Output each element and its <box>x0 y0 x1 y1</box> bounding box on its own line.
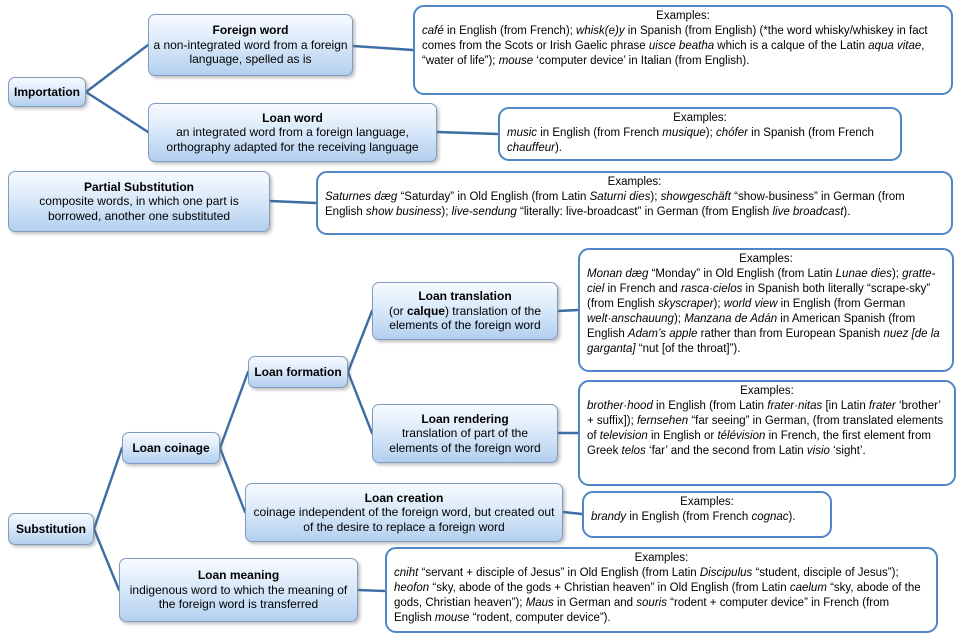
connector-importation-loan-word <box>86 92 148 132</box>
node-loan-meaning-title: Loan meaning <box>197 568 280 583</box>
examples-partial-substitution-heading: Examples: <box>607 176 662 188</box>
connector-loan-formation-loan-rendering <box>348 372 372 433</box>
examples-loan-meaning-heading: Examples: <box>634 552 689 564</box>
connector-loan-creation-examples <box>563 512 582 514</box>
examples-loan-word <box>498 107 902 161</box>
node-foreign-word <box>148 14 353 76</box>
node-loan-meaning <box>119 558 358 622</box>
examples-foreign-word <box>413 5 953 95</box>
node-loan-formation-title: Loan formation <box>254 364 342 379</box>
node-partial-substitution <box>8 171 270 232</box>
node-foreign-word-desc: a non-integrated word from a foreign language, spelled as is <box>153 37 348 67</box>
connector-loan-coinage-loan-formation <box>220 372 248 448</box>
examples-foreign-word-body: café in English (from French); whisk(e)y in Spanish (from English) (*the word whisky/whiskey in fact comes from the Scots or Irish Gaelic phrase uisce beatha which is a calque of the Latin aqua vitae, “water of life”); mouse ‘computer device’ in Italian (from English). <box>422 25 928 67</box>
examples-loan-word-heading: Examples: <box>673 112 727 124</box>
examples-loan-creation <box>582 491 832 538</box>
connector-loan-coinage-loan-creation <box>220 448 245 512</box>
node-loan-translation-title: Loan translation <box>418 289 512 304</box>
node-loan-word <box>148 103 437 162</box>
node-loan-creation-desc: coinage independent of the foreign word, but created out of the desire to replace a foreign word <box>253 505 555 534</box>
node-loan-creation-title: Loan creation <box>364 490 444 505</box>
examples-loan-meaning-body: cniht “servant + disciple of Jesus” in Old English (from Latin Discipulus “student, disciple of Jesus”); heofon “sky, abode of the gods + Christian heaven” in Old English (from Latin caelum “sky, abode of the gods, Christian heaven”); Maus in German and souris “rodent + computer device” in French (from English mouse “rodent, computer device”). <box>394 567 921 624</box>
connector-loan-meaning-examples <box>358 590 385 591</box>
node-loan-word-desc: an integrated word from a foreign language, orthography adapted for the receiving language <box>166 125 419 154</box>
node-substitution <box>8 513 94 545</box>
node-loan-coinage <box>122 432 220 464</box>
node-loan-rendering <box>372 404 558 463</box>
node-loan-rendering-title: Loan rendering <box>421 411 509 426</box>
node-loan-translation <box>372 282 558 340</box>
node-importation <box>8 77 86 107</box>
node-loan-formation <box>248 356 348 388</box>
examples-loan-rendering <box>578 380 956 486</box>
connector-loan-word-examples <box>437 132 498 134</box>
node-loan-word-title: Loan word <box>262 110 323 125</box>
connector-substitution-loan-coinage <box>94 448 122 529</box>
node-loan-coinage-title: Loan coinage <box>132 440 210 455</box>
connector-substitution-loan-meaning <box>94 529 119 590</box>
node-foreign-word-title: Foreign word <box>212 23 289 38</box>
examples-foreign-word-heading: Examples: <box>656 10 710 22</box>
examples-loan-creation-heading: Examples: <box>680 496 734 508</box>
node-importation-title: Importation <box>14 84 80 99</box>
examples-partial-substitution <box>316 171 953 235</box>
examples-loan-translation-heading: Examples: <box>739 253 793 265</box>
node-loan-creation <box>245 483 563 542</box>
node-loan-translation-desc: (or calque) translation of the elements of the foreign word <box>388 303 542 333</box>
connector-partial-substitution-examples <box>270 201 316 203</box>
node-partial-substitution-title: Partial Substitution <box>83 179 194 194</box>
node-substitution-title: Substitution <box>16 521 86 536</box>
examples-partial-substitution-body: Saturnes dæg “Saturday” in Old English (from Latin Saturni dies); showgeschäft “show-business” in German (from English show business); live-sendung “literally: live-broadcast” in German (from English live broadcast). <box>325 191 905 218</box>
node-loan-rendering-desc: translation of part of the elements of the foreign word <box>389 426 541 455</box>
connector-loan-translation-examples <box>558 310 578 311</box>
examples-loan-translation-body: Monan dæg “Monday” in Old English (from Latin Lunae dies); gratte-ciel in French and rasca·cielos in Spanish both literally “scrape-sky” (from English skyscraper); world view in English (from German welt·anschauung); Manzana de Adán in American Spanish (from English Adam’s apple rather than from European Spanish nuez [de la garganta] “nut [of the throat]”). <box>587 268 940 355</box>
examples-loan-rendering-heading: Examples: <box>740 385 794 397</box>
connector-importation-foreign-word <box>86 45 148 92</box>
examples-loan-creation-body: brandy in English (from French cognac). <box>591 511 796 523</box>
examples-loan-meaning <box>385 547 938 633</box>
connector-loan-formation-loan-translation <box>348 311 372 372</box>
node-partial-substitution-desc: composite words, in which one part is borrowed, another one substituted <box>39 194 239 223</box>
examples-loan-word-body: music in English (from French musique); chófer in Spanish (from French chauffeur). <box>507 127 874 154</box>
examples-loan-translation <box>578 248 954 372</box>
node-loan-meaning-desc: indigenous word to which the meaning of the foreign word is transferred <box>129 582 348 612</box>
connector-foreign-word-examples <box>353 46 413 50</box>
examples-loan-rendering-body: brother·hood in English (from Latin frater·nitas [in Latin frater ‘brother’ + suffix]); fernsehen “far seeing” in German, (from translated elements of television in English or télévision in French, the first element from Greek telos ‘far’ and the second from Latin visio ‘sight’. <box>587 400 944 457</box>
